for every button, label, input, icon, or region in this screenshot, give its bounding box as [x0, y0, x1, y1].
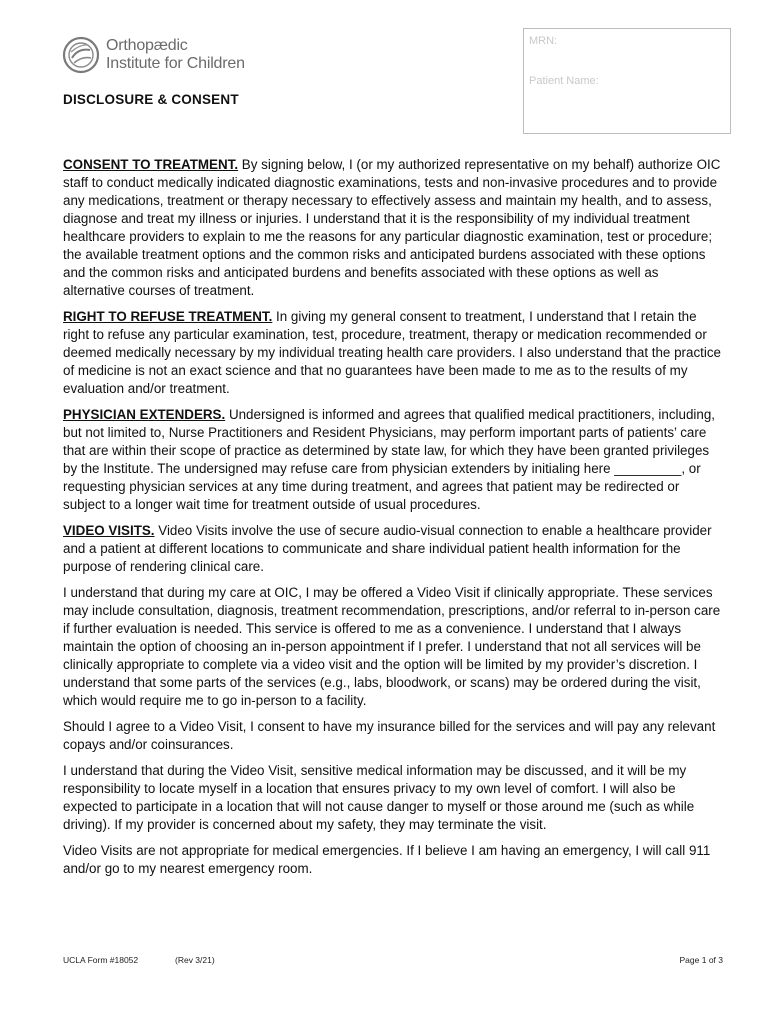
paragraph-text: I understand that during the Video Visit, sensitive medical information may be discussed, and it will be my responsibility to locate myself in a location that ensures privacy to my own level of comfort. I will also be expected to participate in a location that will not cause danger to myself or those around me (such as while driving). If my provider is concerned about my safety, they may terminate the visit. [63, 763, 695, 832]
organization-name-line1: Orthopædic [106, 37, 188, 54]
video-visits-paragraph [63, 584, 723, 710]
video-visits-paragraph [63, 718, 723, 754]
patient-name-label: Patient Name: [529, 75, 599, 87]
paragraph-text: Should I agree to a Video Visit, I consent to have my insurance billed for the services and will pay any relevant copays and/or coinsurances. [63, 719, 716, 752]
organization-name-line2: Institute for Children [106, 55, 245, 72]
paragraph-text: I understand that during my care at OIC, I may be offered a Video Visit if clinically appropriate. These services may include consultation, diagnosis, treatment recommendation, prescriptions, and/or referral to in-person care if further evaluation is needed. This service is offered to me as a convenience. I understand that I always maintain the option of choosing an in-person appointment if I prefer. I understand that not all services will be clinically appropriate to complete via a video visit and the option will be limited by my provider’s discretion. I understand that some parts of the services (e.g., labs, bloodwork, or scans) may be ordered during the visit, which would require me to go in-person to a facility. [63, 585, 721, 708]
section-video-visits [63, 522, 723, 576]
section-heading: CONSENT TO TREATMENT. [63, 157, 239, 172]
form-number: UCLA Form #18052 [63, 955, 139, 965]
section-heading: PHYSICIAN EXTENDERS. [63, 407, 226, 422]
page-number: Page 1 of 3 [679, 955, 723, 965]
document-title: DISCLOSURE & CONSENT [63, 92, 239, 107]
section-text: In giving my general consent to treatment, I understand that I retain the right to refuse any particular examination, test, procedure, treatment, therapy or medication recommended or deemed medically necessary by my individual treating health care providers. I also understand that the practice of medicine is not an exact science and that no guarantees have been made to me as to the results of my evaluation and/or treatment. [63, 309, 721, 396]
organization-logo [62, 34, 262, 78]
section-heading: VIDEO VISITS. [63, 523, 155, 538]
paragraph-text: Video Visits are not appropriate for medical emergencies. If I believe I am having an emergency, I will call 911 and/or go to my nearest emergency room. [63, 843, 711, 876]
video-visits-paragraph [63, 842, 723, 878]
section-physician-extenders [63, 406, 723, 514]
section-text: Video Visits involve the use of secure audio-visual connection to enable a healthcare provider and a patient at different locations to communicate and share individual patient health information for the purpose of rendering clinical care. [63, 523, 712, 574]
section-text: Undersigned is informed and agrees that qualified medical practitioners, including, but not limited to, Nurse Practitioners and Resident Physicians, may perform important parts of patients’ care that are within their scope of practice as determined by state law, for which they have been granted privileges by the Institute. The undersigned may refuse care from physician extenders by initialing here _________, or requesting physician services at any time during treatment, and agrees that patient may be redirected or subject to a longer wait time for treatment outside of usual procedures. [63, 407, 715, 512]
organization-name [106, 37, 245, 73]
revision-date: (Rev 3/21) [175, 955, 215, 965]
mrn-label: MRN: [529, 35, 558, 47]
section-text: By signing below, I (or my authorized representative on my behalf) authorize OIC staff to conduct medically indicated diagnostic examinations, tests and non-invasive procedures and to provide any medications, treatment or therapy necessary to effectively assess and maintain my health, and to assess, diagnose and treat my illness or injuries. I understand that it is the responsibility of my individual treatment healthcare providers to explain to me the reasons for any particular diagnostic examination, test or procedure; the available treatment options and the common risks and anticipated burdens associated with these options and the common risks and anticipated burdens and benefits associated with these options as well as alternative courses of treatment. [63, 157, 721, 298]
section-right-to-refuse [63, 308, 723, 398]
video-visits-paragraph [63, 762, 723, 834]
section-heading: RIGHT TO REFUSE TREATMENT. [63, 309, 273, 324]
logo-mark-icon [62, 36, 100, 74]
section-consent-to-treatment [63, 156, 723, 300]
consent-body [63, 156, 723, 886]
patient-info-box [523, 28, 731, 134]
